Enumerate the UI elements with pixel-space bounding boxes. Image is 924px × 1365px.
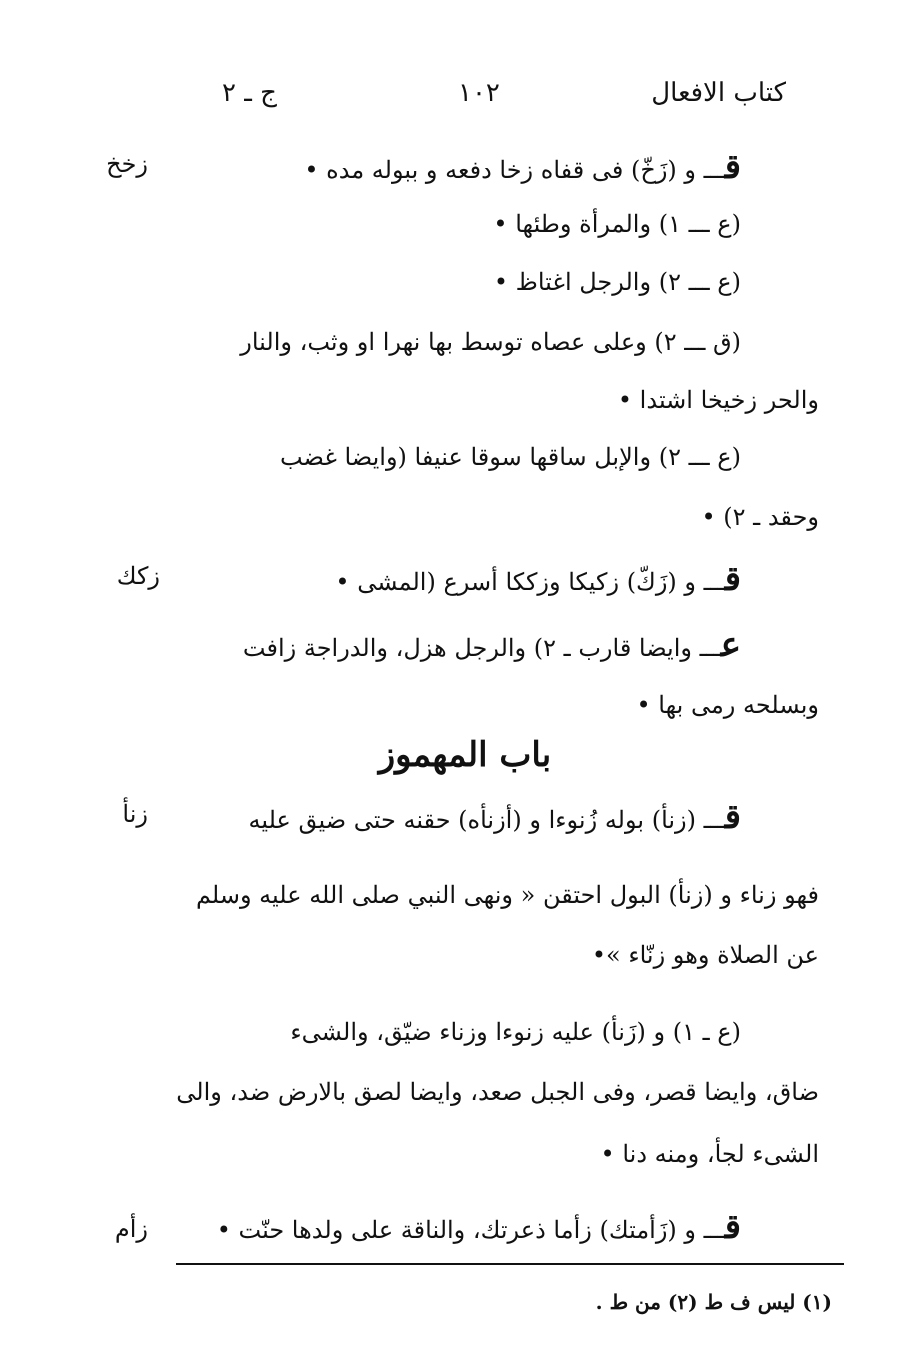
text-line: [280, 440, 741, 474]
text-line: [494, 265, 741, 299]
entry-mark: ق: [724, 1207, 741, 1247]
text-line: [592, 938, 819, 972]
header-page-number: ١٠٢: [458, 78, 500, 108]
line-text: ـــ و (زَخّ) فى قفاه زخا دفعه و ببوله مده •: [304, 156, 725, 184]
line-text: (ق ـــ ٢) وعلى عصاه توسط بها نهرا او وثب، والنار: [240, 328, 741, 356]
text-line: [493, 207, 741, 241]
text-line: [601, 1137, 819, 1171]
footnote-divider: [176, 1263, 844, 1265]
text-line: [176, 1075, 819, 1109]
footnote: (١) ليس ف ط (٢) من ط .: [595, 1290, 832, 1314]
text-line: [216, 1207, 741, 1247]
margin-word: زخخ: [106, 150, 148, 178]
margin-word: زكك: [116, 562, 160, 590]
line-text: ـــ (زنأ) بوله زُنوءا و (أزنأه) حقنه حتى ضيق عليه: [248, 806, 725, 834]
line-text: وبسلحه رمى بها •: [636, 691, 819, 719]
text-line: [636, 688, 819, 722]
line-text: (ع ـ ١) و (زَنأ) عليه زنوءا وزناء ضيّق، والشىء: [290, 1018, 741, 1046]
margin-word: زنأ: [122, 800, 148, 828]
entry-mark: ق: [724, 147, 741, 187]
line-text: والحر زخيخا اشتدا •: [617, 386, 819, 414]
line-text: ـــ وايضا قارب ـ ٢) والرجل هزل، والدراجة زافت: [242, 634, 721, 662]
text-line: [240, 325, 741, 359]
header-volume: ج ـ ٢: [222, 78, 277, 108]
line-text: ـــ و (زَكّ) زكيكا وزككا أسرع (المشى •: [335, 568, 725, 596]
text-line: [290, 1015, 741, 1049]
line-text: فهو زناء و (زنأ) البول احتقن « ونهى النبي صلى الله عليه وسلم: [195, 881, 819, 909]
margin-word: زأم: [114, 1215, 148, 1243]
line-text: الشىء لجأ، ومنه دنا •: [600, 1140, 819, 1168]
text-line: [304, 147, 741, 187]
text-line: [702, 500, 820, 534]
line-text: وحقد ـ ٢) •: [701, 503, 819, 531]
line-text: (ع ـــ ١) والمرأة وطئها •: [493, 210, 741, 238]
line-text: عن الصلاة وهو زنّاء »•: [591, 941, 819, 969]
text-line: [618, 383, 819, 417]
text-line: [196, 878, 819, 912]
line-text: ضاق، وايضا قصر، وفى الجبل صعد، وايضا لصق بالارض ضد، والى: [176, 1078, 819, 1106]
text-line: [242, 625, 741, 665]
line-text: ـــ و (زَأمتك) زأما ذعرتك، والناقة على ولدها حنّت •: [216, 1216, 725, 1244]
line-text: (ع ـــ ٢) والإبل ساقها سوقا عنيفا (وايضا غضب: [279, 443, 741, 471]
entry-mark: ق: [724, 559, 741, 599]
entry-mark: ع: [720, 625, 741, 665]
line-text: (ع ـــ ٢) والرجل اغتاظ •: [493, 268, 741, 296]
entry-mark: ق: [724, 797, 741, 837]
text-line: [248, 797, 741, 837]
header-book-title: كتاب الافعال: [651, 78, 786, 108]
text-line: [335, 559, 741, 599]
section-title: باب المهموز: [378, 735, 552, 775]
